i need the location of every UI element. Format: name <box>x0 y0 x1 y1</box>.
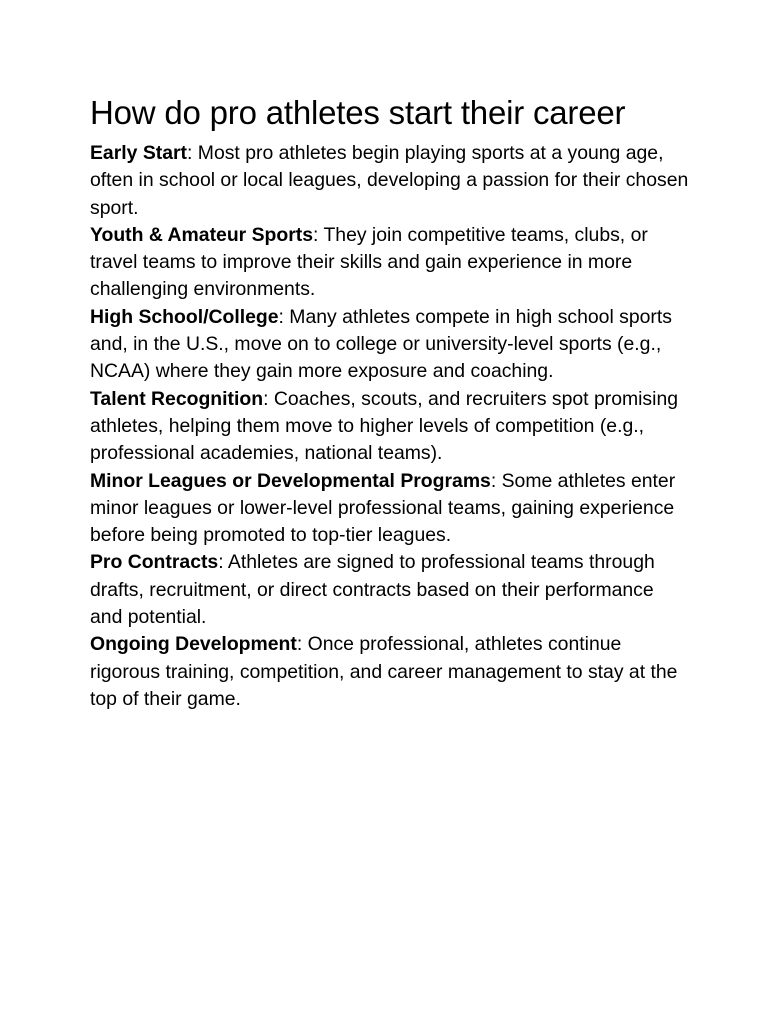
document-title: How do pro athletes start their career <box>90 94 626 131</box>
section-heading: Youth & Amateur Sports <box>90 223 314 246</box>
section-heading: Early Start <box>90 142 188 164</box>
section-minor-leagues <box>90 468 690 550</box>
section-text: : Once professional, athletes continue rigorous training, competition, and career management to stay at the top of their game. <box>90 633 678 710</box>
section-text: : They join competitive teams, clubs, or travel teams to improve their skills and gain experience in more challenging environments. <box>90 223 648 301</box>
section-high-school-college <box>90 304 690 386</box>
section-heading: Ongoing Development <box>90 633 297 656</box>
section-heading: Talent Recognition <box>90 387 264 410</box>
section-text: : Most pro athletes begin playing sports at a young age, often in school or local leagues, developing a passion for their chosen sport. <box>90 142 689 219</box>
section-talent-recognition <box>90 386 690 468</box>
section-heading: Pro Contracts <box>90 551 219 574</box>
section-ongoing-development <box>90 631 690 713</box>
section-pro-contracts <box>90 549 690 631</box>
section-heading: Minor Leagues or Developmental Programs <box>90 469 491 492</box>
section-text: : Some athletes enter minor leagues or lower-level professional teams, gaining experience before being promoted to top-tier leagues. <box>90 469 676 547</box>
section-text: : Coaches, scouts, and recruiters spot promising athletes, helping them move to higher levels of competition (e.g., professional academies, national teams). <box>90 387 679 465</box>
section-youth-amateur-sports <box>90 222 690 304</box>
section-text: : Many athletes compete in high school sports and, in the U.S., move on to college or university-level sports (e.g., NCAA) where they gain more exposure and coaching. <box>90 305 672 383</box>
section-text: : Athletes are signed to professional teams through drafts, recruitment, or direct contracts based on their performance and potential. <box>90 551 655 629</box>
document-body <box>90 92 690 713</box>
section-heading: High School/College <box>90 305 279 328</box>
section-early-start <box>90 140 690 222</box>
